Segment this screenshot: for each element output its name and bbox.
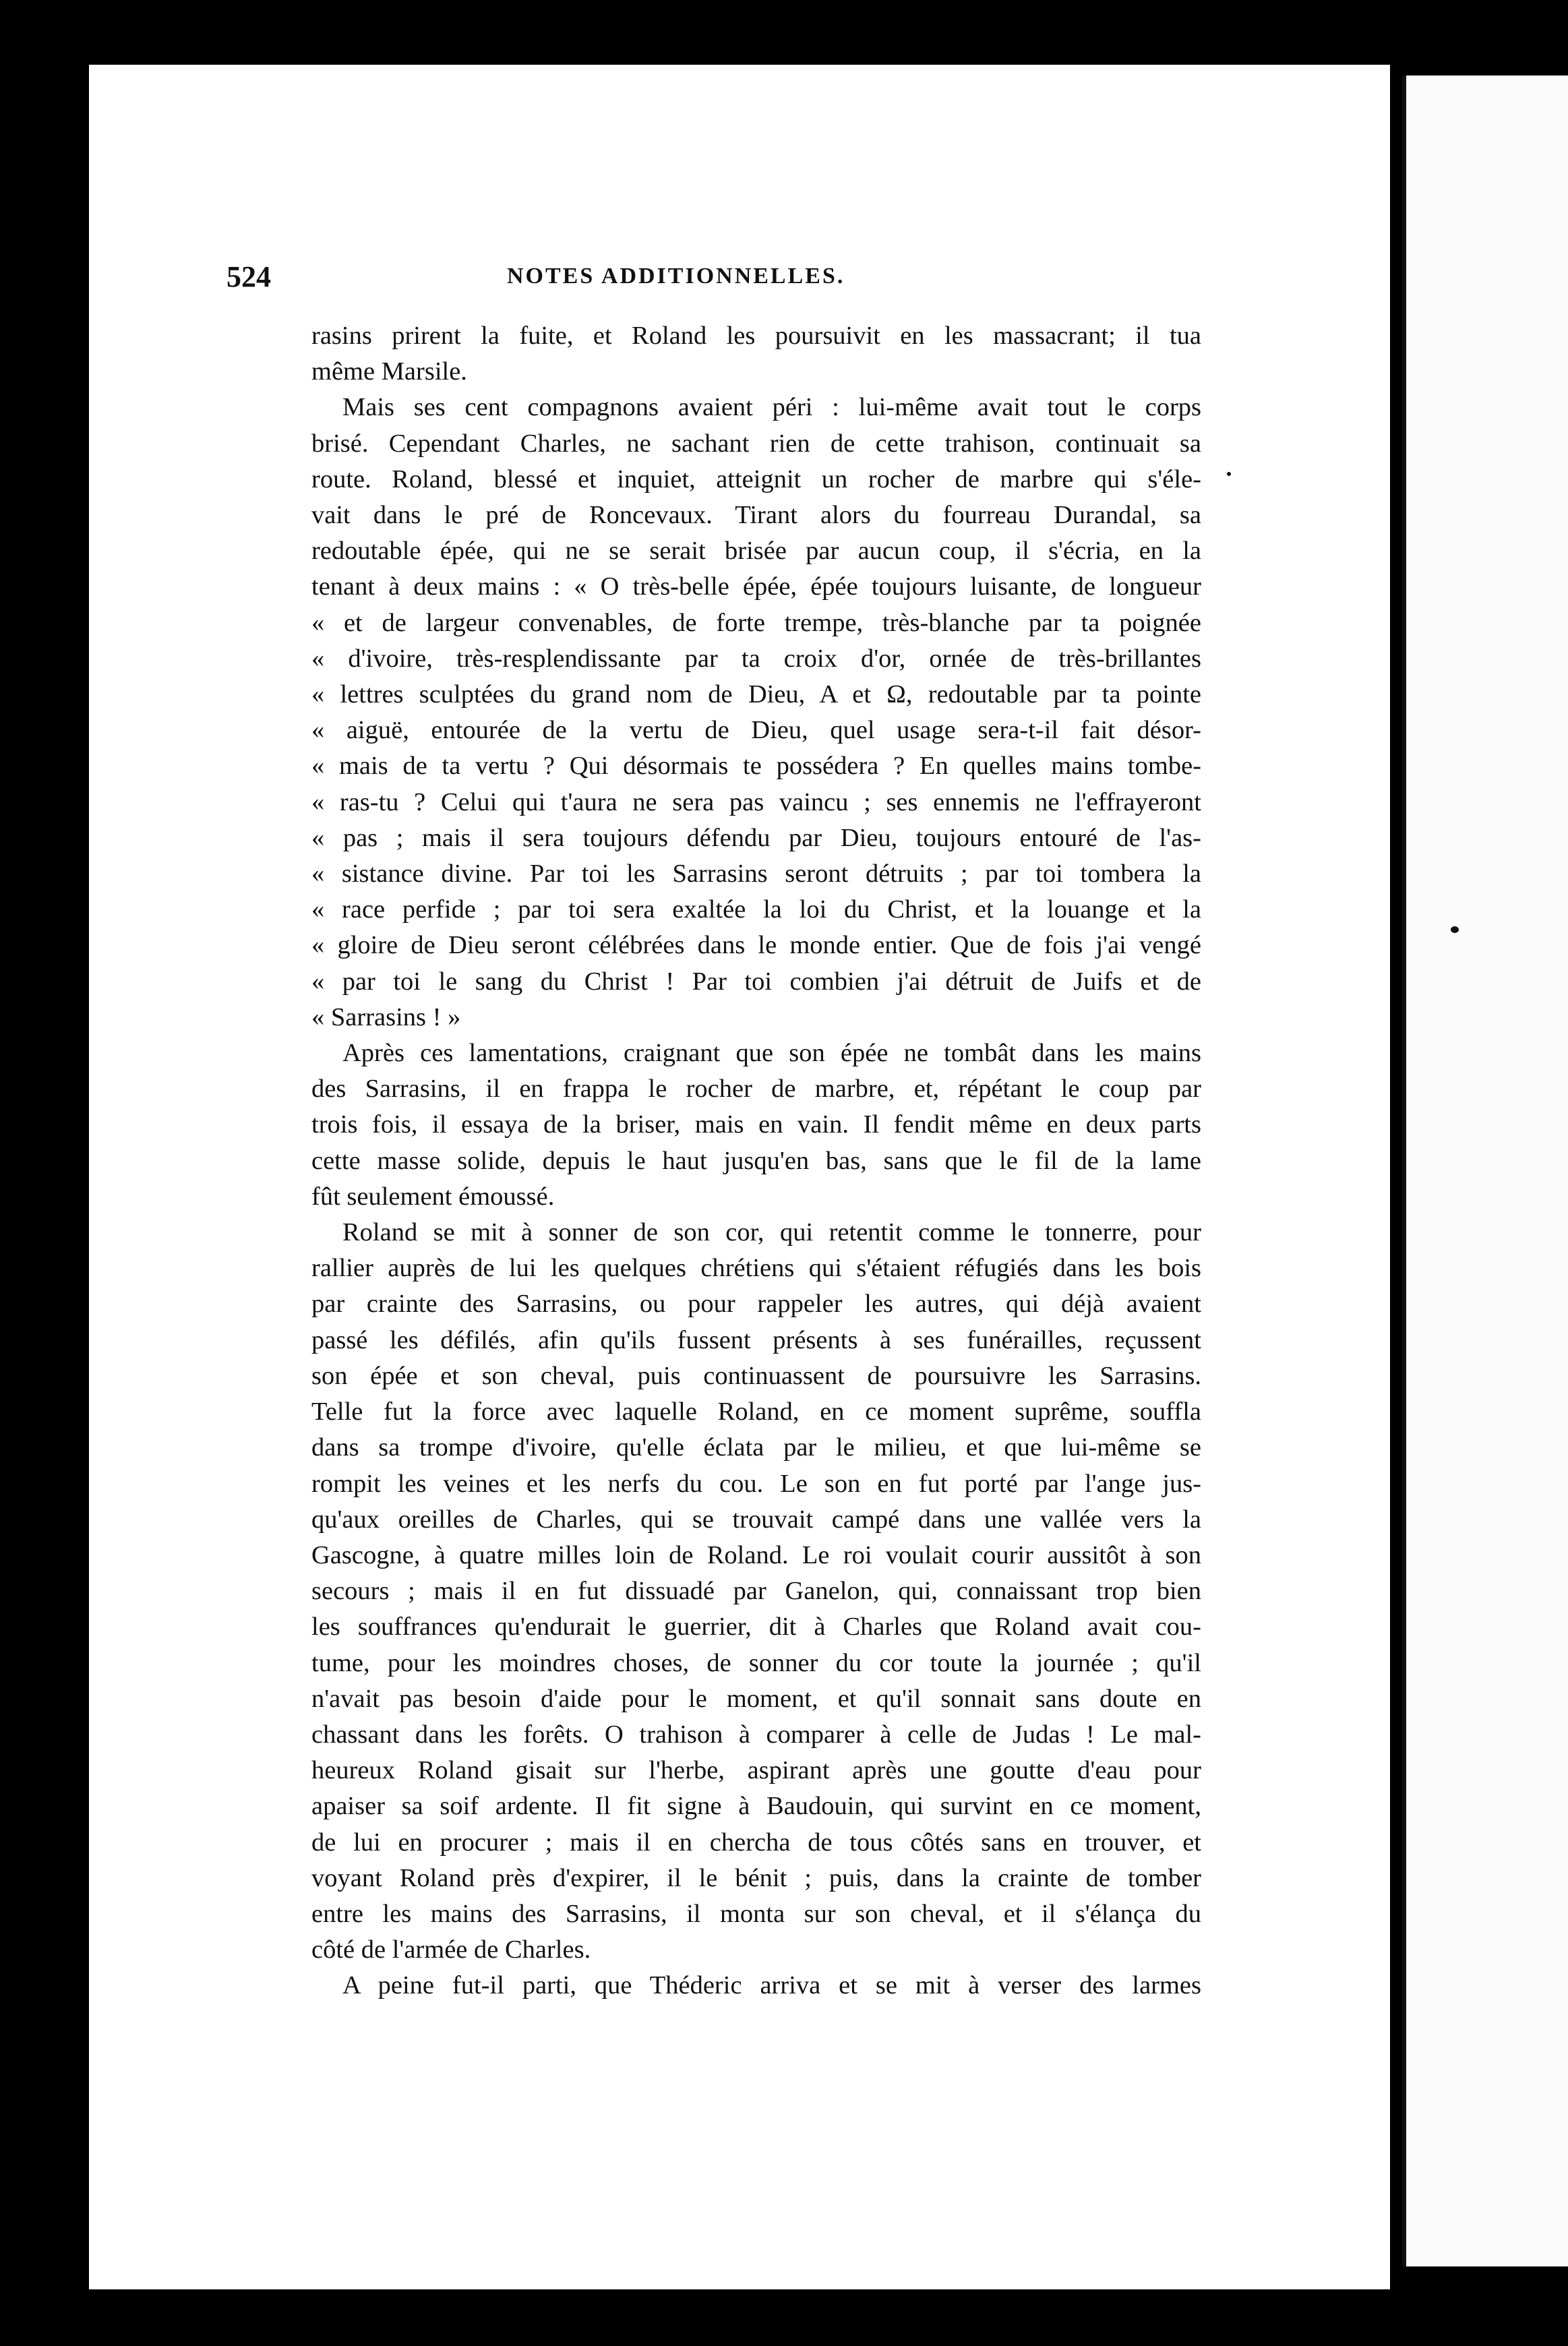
text-line: rallier auprès de lui les quelques chrétiens qui s'étaient réfugiés dans les bois bbox=[311, 1254, 1201, 1283]
text-line: A peine fut-il parti, que Théderic arriva et se mit à verser des larmes bbox=[342, 1971, 1201, 2000]
text-line: « aiguë, entourée de la vertu de Dieu, quel usage sera-t-il fait désor- bbox=[311, 716, 1201, 745]
text-line: son épée et son cheval, puis continuassent de poursuivre les Sarrasins. bbox=[311, 1361, 1201, 1390]
text-line: voyant Roland près d'expirer, il le bénit ; puis, dans la crainte de tomber bbox=[311, 1863, 1201, 1892]
adjacent-page-edge bbox=[1402, 76, 1568, 2266]
text-line: dans sa trompe d'ivoire, qu'elle éclata par le milieu, et que lui-même se bbox=[311, 1433, 1201, 1462]
running-head: NOTES ADDITIONNELLES. bbox=[507, 264, 845, 289]
text-line: cette masse solide, depuis le haut jusqu'en bas, sans que le fil de la lame bbox=[311, 1146, 1201, 1175]
text-line: secours ; mais il en fut dissuadé par Ganelon, qui, connaissant trop bien bbox=[311, 1577, 1201, 1606]
text-line: « lettres sculptées du grand nom de Dieu, A et Ω, redoutable par ta pointe bbox=[311, 680, 1201, 709]
text-line: Telle fut la force avec laquelle Roland, en ce moment suprême, souffla bbox=[311, 1397, 1201, 1426]
text-line: « race perfide ; par toi sera exaltée la loi du Christ, et la louange et la bbox=[311, 895, 1201, 924]
body-text bbox=[311, 318, 1201, 2004]
ink-speck bbox=[1227, 472, 1231, 476]
text-line: « pas ; mais il sera toujours défendu par Dieu, toujours entouré de l'as- bbox=[311, 823, 1201, 852]
ink-speck bbox=[1451, 926, 1459, 933]
text-line: heureux Roland gisait sur l'herbe, aspirant après une goutte d'eau pour bbox=[311, 1756, 1201, 1785]
text-line: de lui en procurer ; mais il en chercha de tous côtés sans en trouver, et bbox=[311, 1828, 1201, 1857]
text-line: « par toi le sang du Christ ! Par toi combien j'ai détruit de Juifs et de bbox=[311, 967, 1201, 996]
text-line: tenant à deux mains : « O très-belle épée, épée toujours luisante, de longueur bbox=[311, 572, 1201, 601]
text-line: n'avait pas besoin d'aide pour le moment, et qu'il sonnait sans doute en bbox=[311, 1684, 1201, 1713]
text-line: par crainte des Sarrasins, ou pour rappeler les autres, qui déjà avaient bbox=[311, 1290, 1201, 1319]
text-line: tume, pour les moindres choses, de sonner du cor toute la journée ; qu'il bbox=[311, 1648, 1201, 1677]
text-line: même Marsile. bbox=[311, 357, 467, 386]
page-header bbox=[227, 260, 1197, 300]
text-line: Gascogne, à quatre milles loin de Roland. Le roi voulait courir aussitôt à son bbox=[311, 1540, 1201, 1569]
text-line: « ras-tu ? Celui qui t'aura ne sera pas vaincu ; ses ennemis ne l'effrayeront bbox=[311, 787, 1201, 816]
text-line: qu'aux oreilles de Charles, qui se trouvait campé dans une vallée vers la bbox=[311, 1505, 1201, 1534]
text-line: « mais de ta vertu ? Qui désormais te possédera ? En quelles mains tombe- bbox=[311, 752, 1201, 781]
text-line: « Sarrasins ! » bbox=[311, 1002, 461, 1031]
text-line: apaiser sa soif ardente. Il fit signe à Baudouin, qui survint en ce moment, bbox=[311, 1792, 1201, 1821]
text-line: Roland se mit à sonner de son cor, qui retentit comme le tonnerre, pour bbox=[342, 1218, 1201, 1247]
text-line: des Sarrasins, il en frappa le rocher de marbre, et, répétant le coup par bbox=[311, 1075, 1201, 1104]
text-line: entre les mains des Sarrasins, il monta sur son cheval, et il s'élança du bbox=[311, 1899, 1201, 1928]
text-line: passé les défilés, afin qu'ils fussent présents à ses funérailles, reçussent bbox=[311, 1325, 1201, 1354]
text-line: fût seulement émoussé. bbox=[311, 1182, 555, 1211]
text-line: les souffrances qu'endurait le guerrier, dit à Charles que Roland avait cou- bbox=[311, 1613, 1201, 1642]
page-number: 524 bbox=[227, 260, 271, 293]
text-line: rasins prirent la fuite, et Roland les poursuivit en les massacrant; il tua bbox=[311, 322, 1201, 350]
text-line: « d'ivoire, très-resplendissante par ta croix d'or, ornée de très-brillantes bbox=[311, 644, 1201, 673]
text-line: vait dans le pré de Roncevaux. Tirant alors du fourreau Durandal, sa bbox=[311, 501, 1201, 530]
text-line: côté de l'armée de Charles. bbox=[311, 1935, 591, 1964]
text-line: rompit les veines et les nerfs du cou. Le son en fut porté par l'ange jus- bbox=[311, 1469, 1201, 1498]
text-line: chassant dans les forêts. O trahison à comparer à celle de Judas ! Le mal- bbox=[311, 1720, 1201, 1749]
text-line: brisé. Cependant Charles, ne sachant rien de cette trahison, continuait sa bbox=[311, 429, 1201, 458]
text-line: « sistance divine. Par toi les Sarrasins seront détruits ; par toi tombera la bbox=[311, 860, 1201, 889]
text-line: route. Roland, blessé et inquiet, atteignit un rocher de marbre qui s'éle- bbox=[311, 464, 1201, 493]
text-line: Mais ses cent compagnons avaient péri : lui-même avait tout le corps bbox=[342, 393, 1201, 422]
text-line: « gloire de Dieu seront célébrées dans le monde entier. Que de fois j'ai vengé bbox=[311, 931, 1201, 960]
text-line: Après ces lamentations, craignant que son épée ne tombât dans les mains bbox=[342, 1039, 1201, 1068]
text-line: « et de largeur convenables, de forte trempe, très-blanche par ta poignée bbox=[311, 608, 1201, 637]
text-line: redoutable épée, qui ne se serait brisée par aucun coup, il s'écria, en la bbox=[311, 537, 1201, 566]
text-line: trois fois, il essaya de la briser, mais en vain. Il fendit même en deux parts bbox=[311, 1110, 1201, 1139]
